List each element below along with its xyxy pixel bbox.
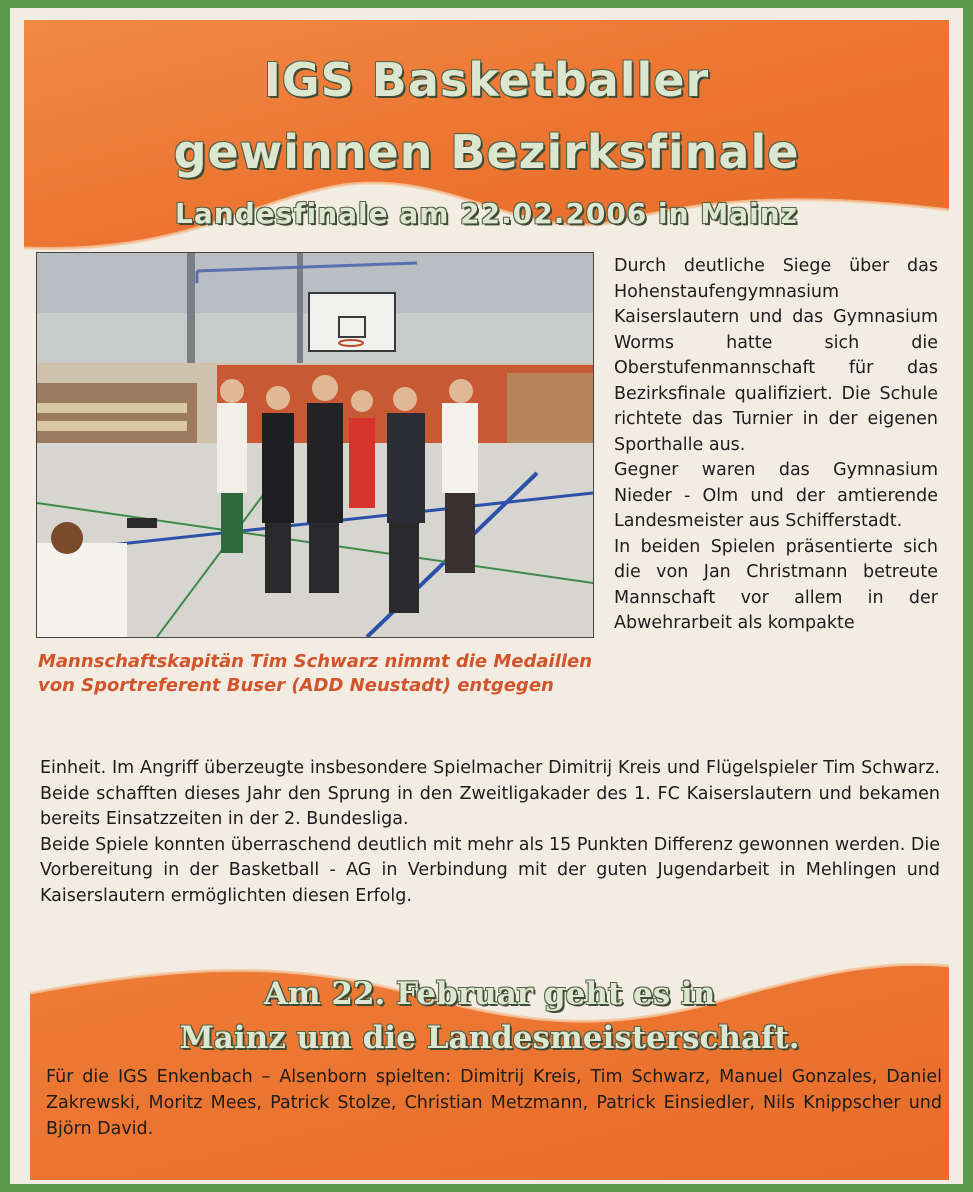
photo-caption: Mannschaftskapitän Tim Schwarz nimmt die Medaillen von Sportreferent Buser (ADD Neustadt) entgegen	[38, 651, 593, 696]
player-list: Für die IGS Enkenbach – Alsenborn spielten: Dimitrij Kreis, Tim Schwarz, Manuel Gonzales, Daniel Zakrewski, Moritz Mees, Patrick Stolze, Christian Metzmann, Patrick Einsiedler, Nils Knippscher und Björn David.	[46, 1067, 942, 1139]
headline-line-1: IGS Basketballer	[263, 53, 710, 107]
headline-line-2: gewinnen Bezirksfinale	[173, 125, 800, 179]
paragraph-3: In beiden Spielen präsentierte sich die von Jan Christmann betreute Mannschaft vor allem in der Abwehrarbeit als kompakte	[614, 536, 938, 633]
callout-line-1: Am 22. Februar geht es in	[263, 976, 716, 1012]
full-width-column	[40, 756, 940, 909]
header-band	[24, 20, 949, 270]
newspaper-clipping	[10, 8, 963, 1184]
team-photo	[36, 252, 594, 638]
paragraph-4: Einheit. Im Angriff überzeugte insbesondere Spielmacher Dimitrij Kreis und Flügelspieler Tim Schwarz. Beide schafften dieses Jahr den Sprung in den Zweitligakader des 1. FC Kaiserslautern und bekamen bereits Einsatzzeiten in der 2. Bundesliga.	[40, 758, 940, 829]
paragraph-5: Beide Spiele konnten überraschend deutlich mit mehr als 15 Punkten Differenz gewonnen werden. Die Vorbereitung in der Basketball - AG in Verbindung mit der guten Jugendarbeit in Mehlingen und Kaiserslautern ermöglichten diesen Erfolg.	[40, 834, 940, 906]
paragraph-2: Gegner waren das Gymnasium Nieder - Olm und der amtierende Landesmeister aus Schifferstadt.	[614, 460, 938, 531]
gym-scene-image	[37, 253, 593, 637]
callout-line-2: Mainz um die Landesmeisterschaft.	[179, 1020, 800, 1056]
paragraph-1: Durch deutliche Siege über das Hohenstaufengymnasium Kaiserslautern und das Gymnasium Worms hatte sich die Oberstufenmannschaft für das Bezirksfinale qualifiziert. Die Schule richtete das Turnier in der eigenen Sporthalle aus.	[614, 256, 938, 455]
subheadline: Landesfinale am 22.02.2006 in Mainz	[175, 197, 798, 230]
right-column	[614, 254, 938, 637]
footer-band	[30, 948, 949, 1180]
